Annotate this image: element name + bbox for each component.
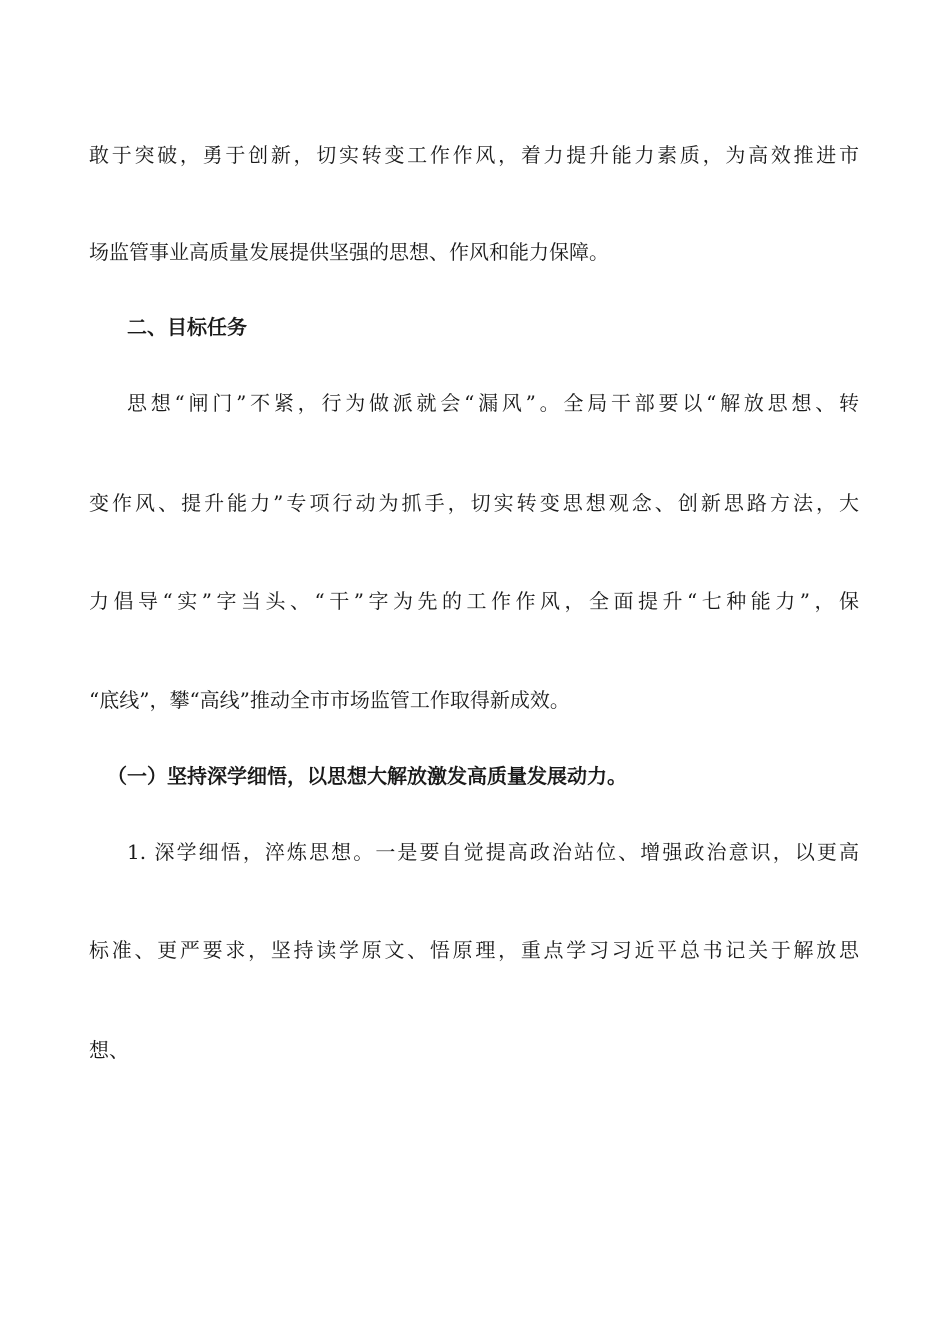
paragraph-2-line-2: 变作风、提升能力”专项行动为抓手，切实转变思想观念、创新思路方法，大 — [89, 491, 859, 515]
paragraph-3-line-2: 标准、更严要求，坚持读学原文、悟原理，重点学习习近平总书记关于解放思 — [89, 938, 859, 962]
paragraph-1-line-1: 敢于突破，勇于创新，切实转变工作作风，着力提升能力素质，为高效推进市 — [89, 143, 859, 167]
paragraph-1-line-2: 场监管事业高质量发展提供坚强的思想、作风和能力保障。 — [89, 240, 609, 264]
subsection-heading: （一）坚持深学细悟，以思想大解放激发高质量发展动力。 — [107, 764, 627, 788]
paragraph-3-line-3: 想、 — [89, 1038, 129, 1062]
paragraph-2-line-1: 思想“闸门”不紧，行为做派就会“漏风”。全局干部要以“解放思想、转 — [127, 391, 859, 415]
section-heading: 二、目标任务 — [127, 315, 247, 339]
paragraph-3-line-1: 1. 深学细悟，淬炼思想。一是要自觉提高政治站位、增强政治意识，以更高 — [127, 840, 859, 864]
paragraph-2-line-3: 力倡导“实”字当头、“干”字为先的工作作风，全面提升“七种能力”，保 — [89, 589, 859, 613]
paragraph-2-line-4: “底线”，攀“高线”推动全市市场监管工作取得新成效。 — [89, 688, 570, 712]
